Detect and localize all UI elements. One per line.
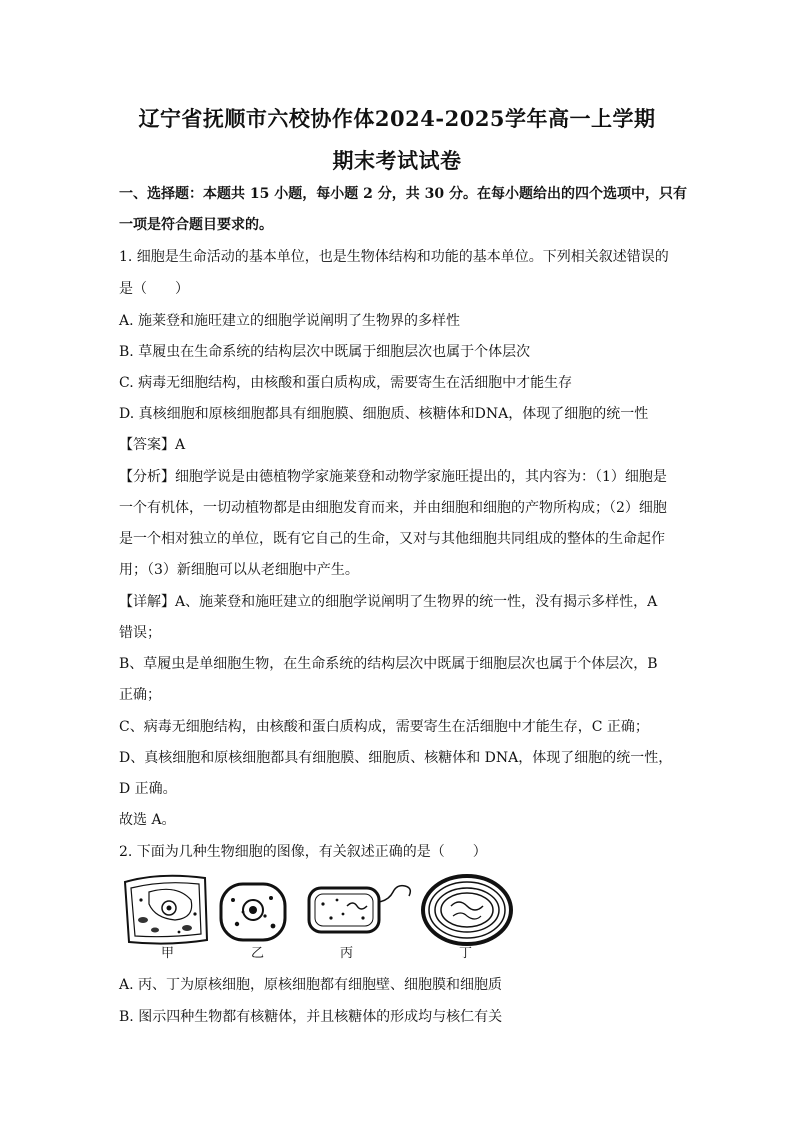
q2-stem: 2. 下面为几种生物细胞的图像，有关叙述正确的是（ ） (119, 844, 487, 860)
bacterium-drawing (309, 886, 410, 932)
q1-detail-line: B、草履虫是单细胞生物，在生命系统的结构层次中既属于细胞层次也属于个体层次，B (119, 656, 658, 672)
figure-label-ding: 丁 (459, 946, 473, 961)
figure-label-bing: 丙 (340, 946, 354, 961)
animal-cell-drawing (221, 884, 285, 940)
section-heading: 一、选择题：本题共 15 小题，每小题 2 分，共 30 分。在每小题给出的四个选项中，只有 (119, 186, 687, 202)
cyanobacterium-drawing (423, 876, 511, 944)
q1-option-a: A. 施莱登和施旺建立的细胞学说阐明了生物界的多样性 (119, 313, 461, 329)
q1-analysis-line: 是一个相对独立的单位，既有它自己的生命，又对与其他细胞共同组成的整体的生命起作 (119, 531, 665, 547)
q2-option-b: B. 图示四种生物都有核糖体，并且核糖体的形成均与核仁有关 (119, 1009, 503, 1025)
q2-option-a: A. 丙、丁为原核细胞，原核细胞都有细胞壁、细胞膜和细胞质 (119, 977, 503, 993)
plant-cell-drawing (125, 876, 207, 944)
document-title-line1: 辽宁省抚顺市六校协作体2024-2025学年高一上学期 (138, 106, 656, 131)
q1-detail-line: D、真核细胞和原核细胞都具有细胞膜、细胞质、核糖体和 DNA，体现了细胞的统一性， (119, 750, 673, 766)
q1-option-d: D. 真核细胞和原核细胞都具有细胞膜、细胞质、核糖体和DNA，体现了细胞的统一性 (119, 406, 649, 422)
document-title-line2: 期末考试试卷 (332, 148, 462, 173)
q1-detail-line: 错误； (119, 625, 161, 641)
q1-analysis-line: 【分析】细胞学说是由德植物学家施莱登和动物学家施旺提出的，其内容为：（1）细胞是 (119, 469, 667, 485)
figure-label-jia: 甲 (161, 946, 175, 961)
q1-detail-line: 正确； (119, 687, 161, 703)
q1-stem: 1. 细胞是生命活动的基本单位，也是生物体结构和功能的基本单位。下列相关叙述错误的 (119, 249, 669, 265)
q1-option-b: B. 草履虫在生命系统的结构层次中既属于细胞层次也属于个体层次 (119, 344, 531, 360)
section-heading-cont: 一项是符合题目要求的。 (119, 217, 273, 233)
q1-detail-line: D 正确。 (119, 781, 177, 797)
q1-detail-line: 故选 A。 (119, 812, 176, 828)
q1-option-c: C. 病毒无细胞结构，由核酸和蛋白质构成，需要寄生在活细胞中才能生存 (119, 375, 573, 391)
q1-analysis-line: 一个有机体，一切动植物都是由细胞发育而来，并由细胞和细胞的产物所构成；（2）细胞 (119, 500, 667, 516)
q1-answer: 【答案】A (119, 437, 186, 453)
q1-stem-cont: 是（ ） (119, 281, 189, 297)
q1-detail-line: C、病毒无细胞结构，由核酸和蛋白质构成，需要寄生在活细胞中才能生存，C 正确； (119, 719, 649, 735)
q1-detail-line: 【详解】A、施莱登和施旺建立的细胞学说阐明了生物界的统一性，没有揭示多样性，A (119, 594, 658, 610)
q1-analysis-line: 用；（3）新细胞可以从老细胞中产生。 (119, 562, 359, 578)
figure-label-yi: 乙 (251, 946, 265, 961)
